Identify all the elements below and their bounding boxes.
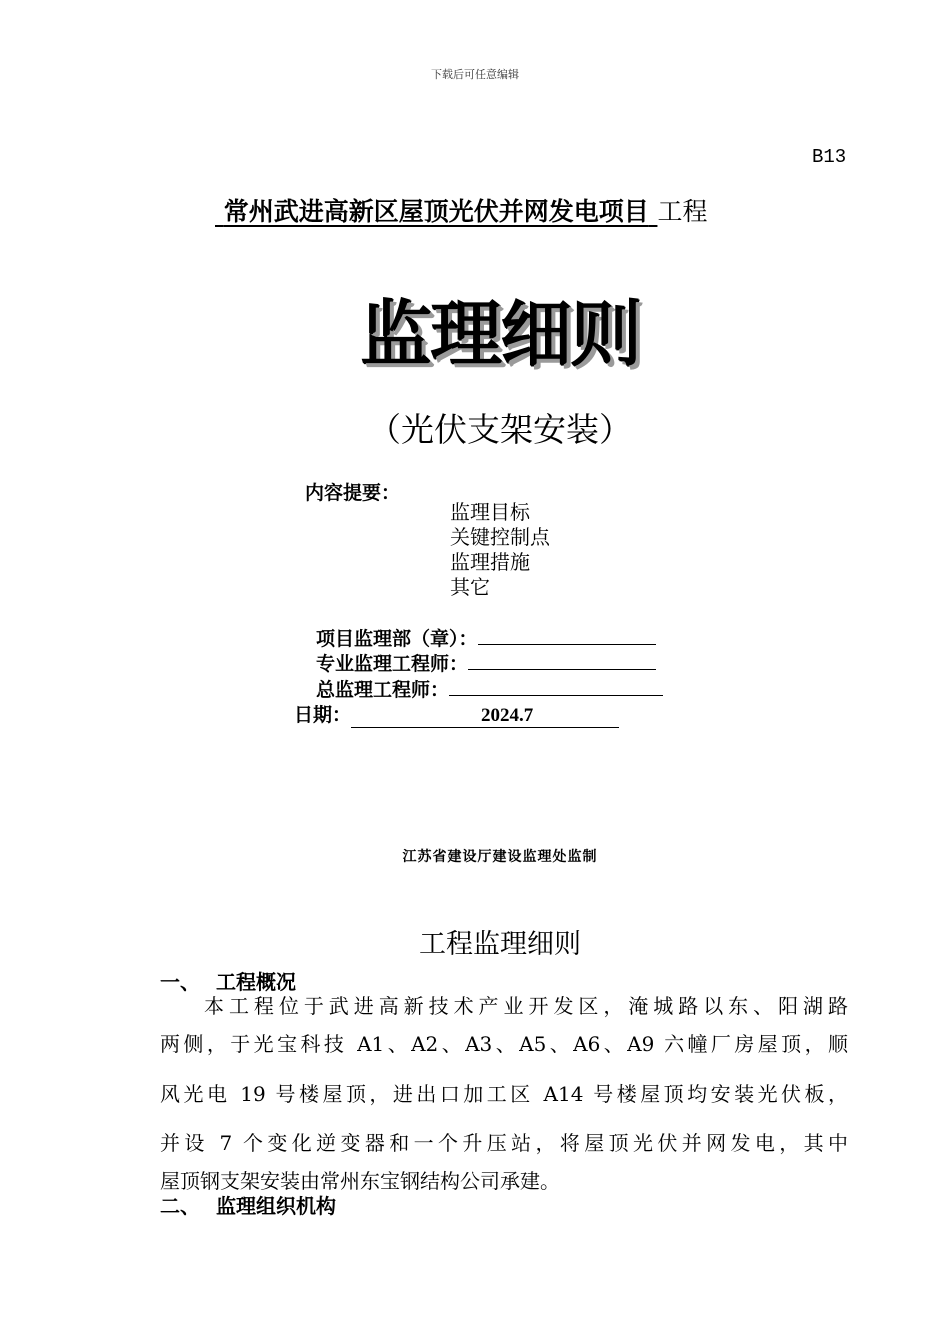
section-2-title: 监理组织机构 [216, 1194, 336, 1218]
date-field [294, 700, 619, 728]
engineer-line [468, 652, 656, 670]
section-1-title: 工程概况 [216, 970, 296, 994]
date-value: 2024.7 [481, 705, 534, 726]
date-label: 日期： [294, 704, 352, 726]
body-line: 本工程位于武进高新技术产业开发区，淹城路以东、阳湖路 [204, 994, 848, 1018]
body-line: 风光电 19 号楼屋顶，进出口加工区 A14 号楼屋顶均安装光伏板， [160, 1082, 848, 1106]
chief-engineer-field [316, 675, 663, 702]
chief-engineer-line [449, 678, 663, 696]
contents-item: 监理目标 [450, 500, 530, 524]
contents-item: 其它 [450, 575, 490, 599]
body-line: 并设 7 个变化逆变器和一个升压站，将屋顶光伏并网发电，其中 [160, 1131, 848, 1155]
body-line: 屋顶钢支架安装由常州东宝钢结构公司承建。 [160, 1169, 560, 1193]
subtitle: （光伏支架安装） [368, 410, 632, 449]
section-1-body [160, 1078, 848, 1106]
engineer-label: 专业监理工程师： [316, 653, 469, 675]
dept-seal-label: 项目监理部（章）： [316, 628, 478, 650]
dept-seal-line [478, 627, 656, 645]
main-title: 监理细则 [359, 292, 640, 376]
dept-seal-field [316, 624, 656, 651]
issuer-note: 江苏省建设厅建设监理处监制 [402, 849, 598, 865]
project-name: 常州武进高新区屋顶光伏并网发电项目 [223, 197, 649, 226]
section-2-heading [160, 1190, 336, 1219]
contents-item: 关键控制点 [450, 525, 550, 549]
project-suffix: 工程 [657, 197, 708, 226]
chief-engineer-label: 总监理工程师： [316, 679, 450, 701]
contents-list [450, 500, 550, 600]
section-2-number: 二、 [160, 1194, 200, 1218]
header-note: 下载后可任意编辑 [431, 68, 519, 81]
date-value-line [351, 705, 619, 728]
section-1-body [160, 1127, 848, 1155]
contents-label: 内容提要： [305, 482, 401, 504]
section-1-body [160, 990, 848, 1018]
section-1-body [160, 1028, 848, 1056]
document-code: B13 [812, 146, 847, 168]
contents-item: 监理措施 [450, 550, 530, 574]
section-1-body [160, 1165, 848, 1193]
engineer-field [316, 649, 656, 676]
project-name-line [215, 192, 707, 228]
section-1-number: 一、 [160, 970, 200, 994]
section-title: 工程监理细则 [419, 929, 581, 960]
body-line: 两侧，于光宝科技 A1、A2、A3、A5、A6、A9 六幢厂房屋顶，顺 [160, 1032, 848, 1056]
